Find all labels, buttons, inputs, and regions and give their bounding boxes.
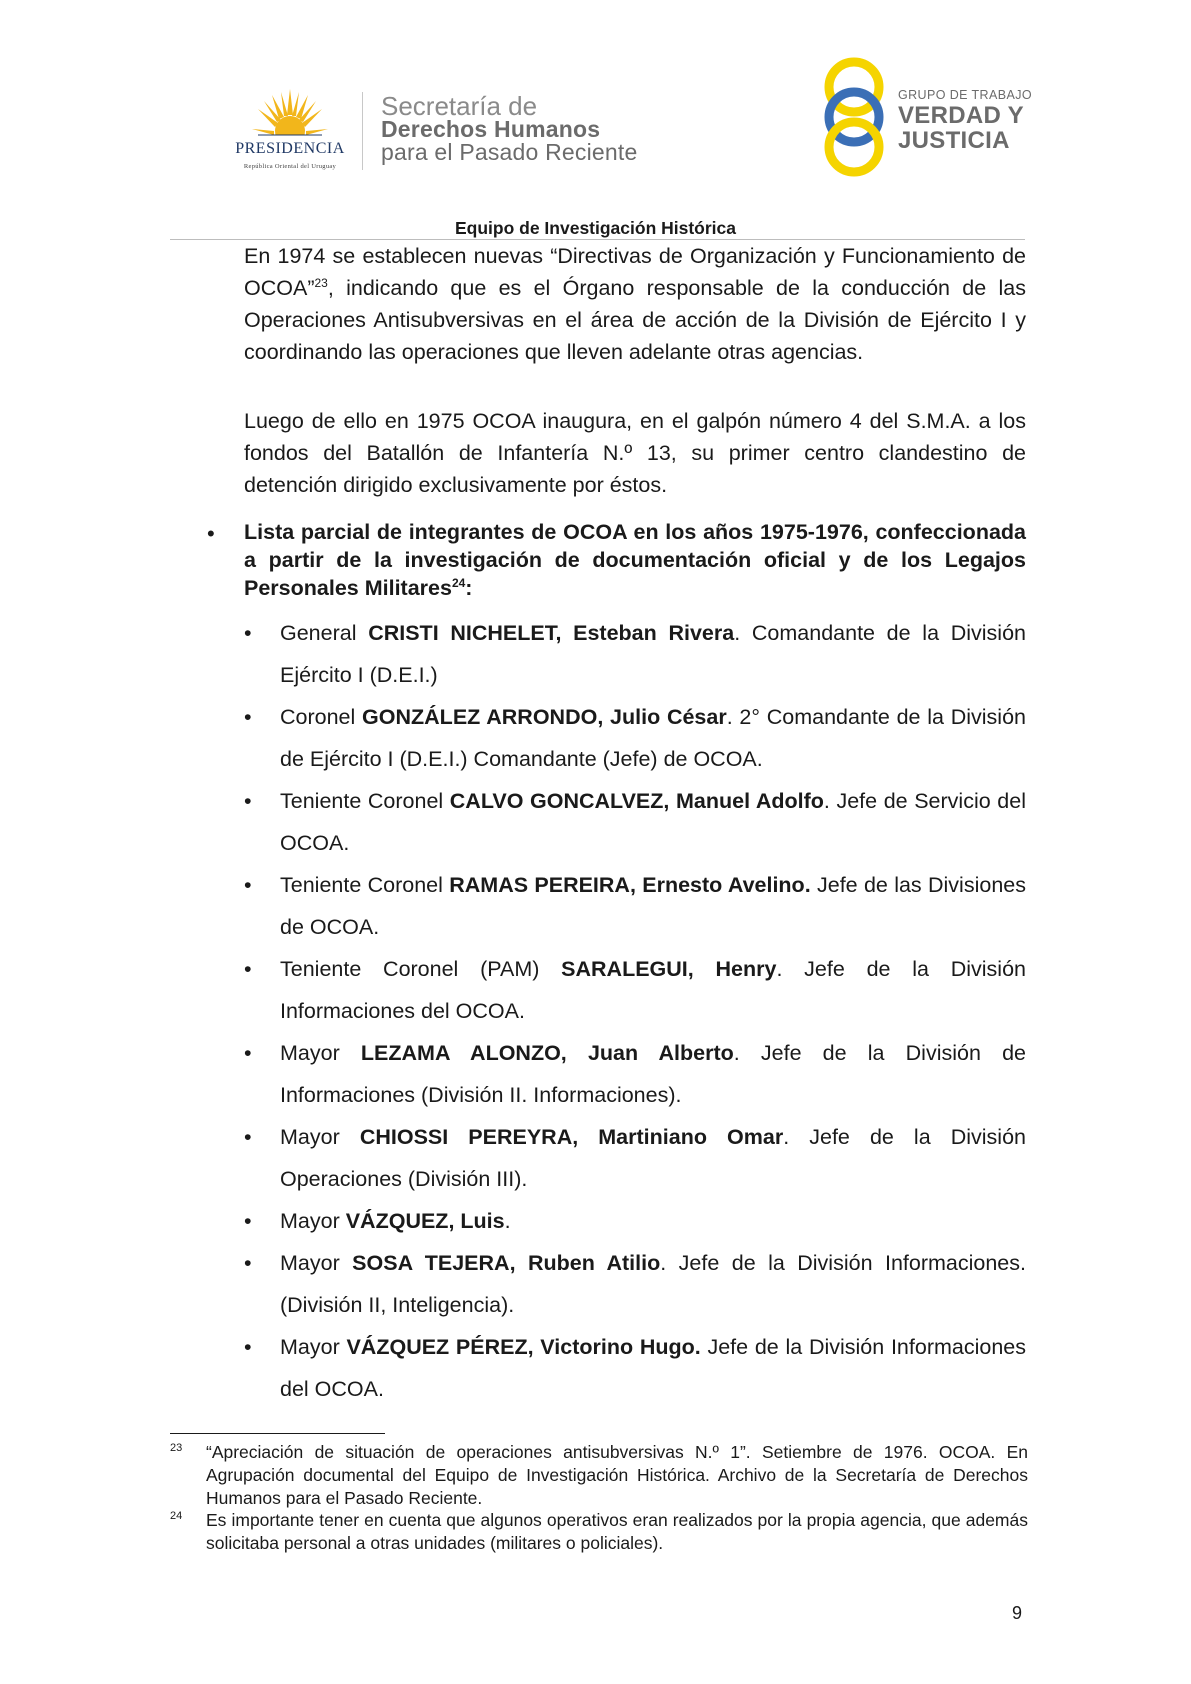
footnote-ref-23[interactable]: 23 xyxy=(314,275,328,290)
list-item xyxy=(244,1200,1026,1242)
p1-text-start: En 1974 se establecen nuevas “Directivas de Organización y Funcionamiento de OCOA” xyxy=(244,244,1026,300)
list-item xyxy=(244,1116,1026,1200)
members-list xyxy=(244,612,1026,1410)
bullet-marker: • xyxy=(244,873,252,897)
paragraph-1975: Luego de ello en 1975 OCOA inaugura, en el galpón número 4 del S.M.A. a los fondos del Batallón de Infantería N.º 13, su primer centro clandestino de detención dirigido exclusivamente por éstos. xyxy=(244,409,1026,497)
item-name: CRISTI NICHELET, Esteban Rivera xyxy=(368,621,735,645)
bullet-marker: • xyxy=(244,621,252,645)
list-item xyxy=(244,1032,1026,1116)
page-header xyxy=(0,0,1191,230)
header-divider xyxy=(362,92,363,170)
vyj-line1: GRUPO DE TRABAJO xyxy=(898,88,1032,102)
footnote-23 xyxy=(170,1441,1028,1510)
list-item xyxy=(244,780,1026,864)
list-item xyxy=(244,864,1026,948)
p1-text-end: , indicando que es el Órgano responsable de la conducción de las Operaciones Antisubversivas en el área de acción de la División de Ejército I y coordinando las operaciones que lleven adelante otras agencias. xyxy=(244,276,1026,364)
item-rank: Coronel xyxy=(280,705,363,729)
item-rank: Teniente Coronel xyxy=(280,789,450,813)
bullet-marker: • xyxy=(244,957,252,981)
item-desc: . Jefe de Servicio del OCOA. xyxy=(280,789,1026,855)
item-rank: Mayor xyxy=(280,1251,353,1275)
item-name: LEZAMA ALONZO, Juan Alberto xyxy=(360,1041,734,1065)
item-desc: . Jefe de la División Operaciones (División III). xyxy=(280,1125,1026,1191)
vyj-line2: VERDAD Y xyxy=(898,102,1024,129)
item-rank: General xyxy=(280,621,369,645)
list-item xyxy=(244,1326,1026,1410)
item-rank: Mayor xyxy=(280,1125,360,1149)
footnote-text: “Apreciación de situación de operaciones antisubversivas N.º 1”. Setiembre de 1976. OCOA. En Agrupación documental del Equipo de Investigación Histórica. Archivo de la Secretaría de Derechos Humanos para el Pasado Reciente. xyxy=(206,1442,1028,1508)
item-name: GONZÁLEZ ARRONDO, Julio César xyxy=(362,705,727,729)
list-heading xyxy=(244,518,1026,602)
item-name: SARALEGUI, Henry xyxy=(561,957,777,981)
item-desc: . Jefe de la División de Informaciones (División II. Informaciones). xyxy=(280,1041,1026,1107)
list-heading-colon: : xyxy=(465,576,473,600)
page-number: 9 xyxy=(1012,1603,1023,1623)
item-name: VÁZQUEZ, Luis xyxy=(345,1209,505,1233)
item-name: CALVO GONCALVEZ, Manuel Adolfo xyxy=(449,789,824,813)
bullet-marker: • xyxy=(244,1041,252,1065)
item-name: RAMAS PEREIRA, Ernesto Avelino. xyxy=(449,873,811,897)
footnote-ref-24[interactable]: 24 xyxy=(451,575,466,590)
list-item xyxy=(244,1242,1026,1326)
item-name: VÁZQUEZ PÉREZ, Victorino Hugo. xyxy=(346,1335,701,1359)
presidencia-subtitle: República Oriental del Uruguay xyxy=(243,163,337,170)
presidencia-name: PRESIDENCIA xyxy=(235,140,345,157)
item-desc: . Comandante de la División Ejército I (D.E.I.) xyxy=(280,621,1026,687)
bullet-marker: • xyxy=(207,521,215,546)
list-item xyxy=(244,696,1026,780)
footnote-24 xyxy=(170,1509,1028,1555)
paragraph-1974 xyxy=(244,240,1026,368)
item-desc: . 2° Comandante de la División de Ejército I (D.E.I.) Comandante (Jefe) de OCOA. xyxy=(280,705,1026,771)
item-desc: . Jefe de la División Informaciones del OCOA. xyxy=(280,957,1026,1023)
item-name: SOSA TEJERA, Ruben Atilio xyxy=(352,1251,661,1275)
secretaria-logo-text xyxy=(381,91,638,165)
secretaria-line2: Derechos Humanos xyxy=(381,116,601,142)
footnote-number: 23 xyxy=(170,1442,183,1454)
item-desc: . xyxy=(504,1209,511,1233)
item-rank: Mayor xyxy=(280,1041,361,1065)
item-desc: . Jefe de la División Informaciones. (División II, Inteligencia). xyxy=(280,1251,1026,1317)
item-rank: Mayor xyxy=(280,1335,347,1359)
bullet-marker: • xyxy=(244,1209,252,1233)
team-title: Equipo de Investigación Histórica xyxy=(454,218,737,238)
bullet-marker: • xyxy=(244,705,252,729)
bullet-marker: • xyxy=(244,789,252,813)
footnote-number: 24 xyxy=(170,1510,183,1522)
vyj-line3: JUSTICIA xyxy=(898,127,1010,154)
bullet-marker: • xyxy=(244,1125,252,1149)
item-rank: Mayor xyxy=(280,1209,346,1233)
secretaria-line1: Secretaría de xyxy=(381,91,538,121)
item-desc: Jefe de las Divisiones de OCOA. xyxy=(280,873,1026,939)
footnote-rule xyxy=(170,1433,385,1434)
presidencia-logo xyxy=(210,85,360,175)
item-rank: Teniente Coronel (PAM) xyxy=(280,957,562,981)
list-heading-text: Lista parcial de integrantes de OCOA en los años 1975-1976, confeccionada a partir de la investigación de documentación oficial y de los Legajos Personales Militares xyxy=(244,520,1026,600)
sun-icon xyxy=(250,85,330,147)
item-rank: Teniente Coronel xyxy=(280,873,450,897)
list-item xyxy=(244,948,1026,1032)
rings-icon xyxy=(820,55,892,180)
item-desc: Jefe de la División Informaciones del OCOA. xyxy=(280,1335,1026,1401)
verdad-justicia-logo xyxy=(820,55,1040,180)
footnote-text: Es importante tener en cuenta que algunos operativos eran realizados por la propia agencia, que además solicitaba personal a otras unidades (militares o policiales). xyxy=(206,1510,1028,1553)
list-item xyxy=(244,612,1026,696)
secretaria-line3: para el Pasado Reciente xyxy=(381,139,638,165)
item-name: CHIOSSI PEREYRA, Martiniano Omar xyxy=(359,1125,784,1149)
bullet-marker: • xyxy=(244,1335,252,1359)
bullet-marker: • xyxy=(244,1251,252,1275)
